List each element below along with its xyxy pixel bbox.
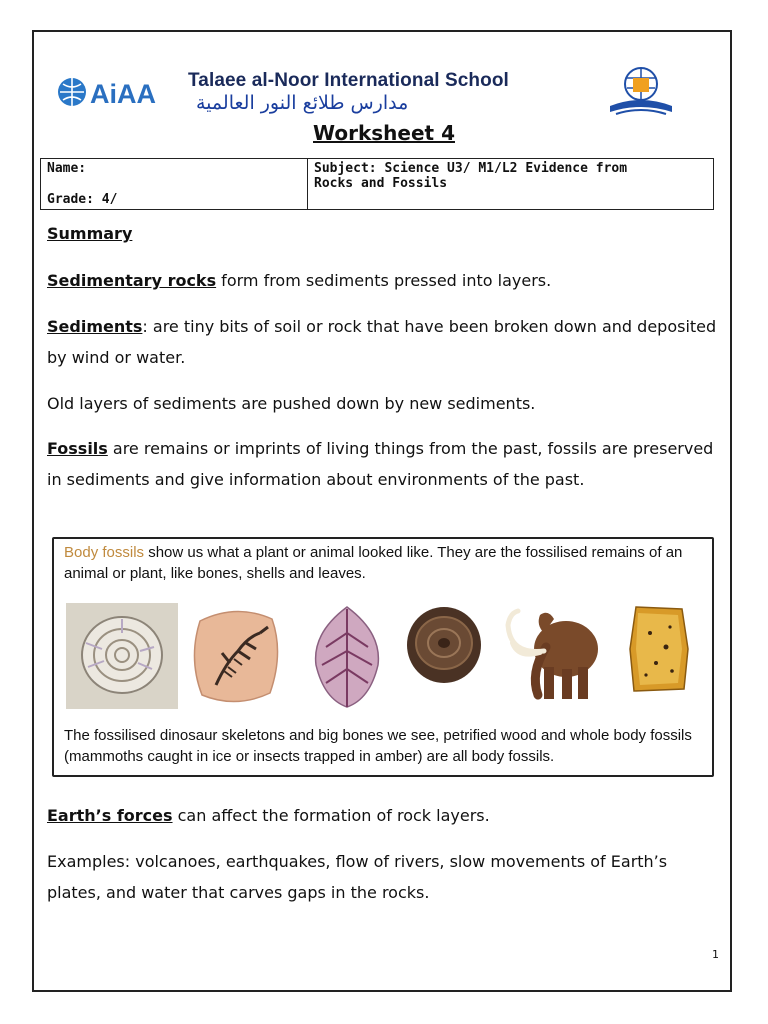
grade-label: Grade: 4/ [47, 192, 118, 207]
subject-line-1: Subject: Science U3/ M1/L2 Evidence from [314, 161, 628, 176]
sedimentary-text: form from sediments pressed into layers. [216, 271, 552, 290]
subject-line-2: Rocks and Fossils [314, 176, 448, 191]
dinosaur-skeleton-image [186, 603, 286, 709]
body-fossils-box [52, 537, 714, 777]
earth-forces-text: can affect the formation of rock layers. [172, 806, 490, 825]
subject-cell [308, 159, 714, 210]
fossils-term: Fossils [47, 439, 108, 458]
earth-forces-paragraph [47, 800, 719, 831]
fossil-leaf-image [306, 603, 388, 711]
fossils-text: are remains or imprints of living things from the past, fossils are preserved in sediments and give information about environments of the past. [47, 439, 714, 489]
school-emblem-icon [596, 64, 686, 120]
worksheet-title: Worksheet 4 [313, 121, 455, 145]
sedimentary-paragraph [47, 265, 719, 296]
info-table [40, 158, 714, 210]
body-fossils-description [64, 542, 704, 584]
mammoth-image [500, 603, 610, 713]
fossils-paragraph [47, 433, 719, 495]
school-name-en: Talaee al-Noor International School [188, 70, 509, 91]
logo-text: AiAA [90, 79, 156, 109]
ammonite-shell-image [66, 603, 178, 709]
summary-heading: Summary [47, 224, 133, 243]
body-fossils-examples-text: The fossilised dinosaur skeletons and big bones we see, petrified wood and whole body fossils (mammoths caught in ice or insects trapped in amber) are all body fossils. [64, 727, 692, 765]
examples-paragraph: Examples: volcanoes, earthquakes, flow of rivers, slow movements of Earth’s plates, and water that carves gaps in the rocks. [47, 852, 668, 902]
amber-image [626, 603, 692, 695]
name-grade-cell [41, 159, 308, 210]
school-header [56, 64, 686, 120]
old-layers-paragraph: Old layers of sediments are pushed down by new sediments. [47, 394, 536, 413]
name-label: Name: [47, 161, 87, 176]
body-fossils-top-text: show us what a plant or animal looked like. They are the fossilised remains of an animal or plant, like bones, shells and leaves. [64, 544, 683, 582]
school-name-ar: مدارس طلائع النور العالمية [196, 92, 409, 114]
body-fossils-highlight: Body fossils [64, 544, 145, 561]
petrified-wood-image [404, 603, 484, 687]
sediments-paragraph [47, 311, 719, 373]
school-logo-left [56, 72, 176, 112]
sediments-term: Sediments [47, 317, 143, 336]
sediments-text: : are tiny bits of soil or rock that have been broken down and deposited by wind or water. [47, 317, 717, 367]
earth-forces-term: Earth’s forces [47, 806, 173, 825]
page-number: 1 [712, 948, 719, 961]
sedimentary-term: Sedimentary rocks [47, 271, 217, 290]
